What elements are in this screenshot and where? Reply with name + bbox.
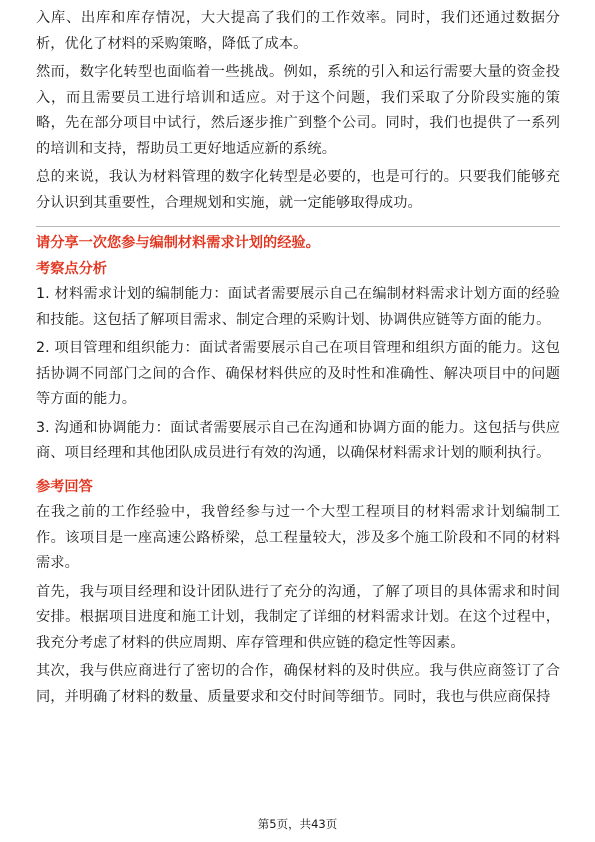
page-number-footer: 第5页，共43页 <box>257 817 338 831</box>
intro-paragraph-3: 总的来说，我认为材料管理的数字化转型是必要的，也是可行的。只要我们能够充分认识到其重要性，合理规划和实施，就一定能够取得成功。 <box>36 169 560 211</box>
analysis-item-1: 1. 材料需求计划的编制能力：面试者需要展示自己在编制材料需求计划方面的经验和技能。这包括了解项目需求、制定合理的采购计划、协调供应链等方面的能力。 <box>36 286 560 328</box>
analysis-heading: 考察点分析 <box>36 260 107 277</box>
answer-paragraph-1: 在我之前的工作经验中，我曾经参与过一个大型工程项目的材料需求计划编制工作。该项目是一座高速公路桥梁，总工程量较大，涉及多个施工阶段和不同的材料需求。 <box>36 504 560 571</box>
answer-paragraph-3: 其次，我与供应商进行了密切的合作，确保材料的及时供应。我与供应商签订了合同，并明确了材料的数量、质量要求和交付时间等细节。同时，我也与供应商保持 <box>36 663 560 705</box>
answer-heading: 参考回答 <box>36 478 93 495</box>
answer-paragraph-2: 首先，我与项目经理和设计团队进行了充分的沟通，了解了项目的具体需求和时间安排。根据项目进度和施工计划，我制定了详细的材料需求计划。在这个过程中，我充分考虑了材料的供应周期、库存管理和供应链的稳定性等因素。 <box>36 583 560 651</box>
intro-paragraph-1: 入库、出库和库存情况，大大提高了我们的工作效率。同时，我们还通过数据分析，优化了材料的采购策略，降低了成本。 <box>36 10 560 52</box>
interview-question: 请分享一次您参与编制材料需求计划的经验。 <box>36 235 320 251</box>
section-divider <box>36 226 560 227</box>
intro-paragraph-2: 然而，数字化转型也面临着一些挑战。例如，系统的引入和运行需要大量的资金投入，而且需要员工进行培训和适应。对于这个问题，我们采取了分阶段实施的策略，先在部分项目中试行，然后逐步推广到整个公司。同时，我们也提供了一系列的培训和支持，帮助员工更好地适应新的系统。 <box>36 64 560 157</box>
page-content <box>36 6 560 713</box>
analysis-item-2: 2. 项目管理和组织能力：面试者需要展示自己在项目管理和组织方面的能力。这包括协调不同部门之间的合作、确保材料供应的及时性和准确性、解决项目中的问题等方面的能力。 <box>36 340 560 407</box>
analysis-item-3: 3. 沟通和协调能力：面试者需要展示自己在沟通和协调方面的能力。这包括与供应商、项目经理和其他团队成员进行有效的沟通，以确保材料需求计划的顺利执行。 <box>36 419 560 461</box>
